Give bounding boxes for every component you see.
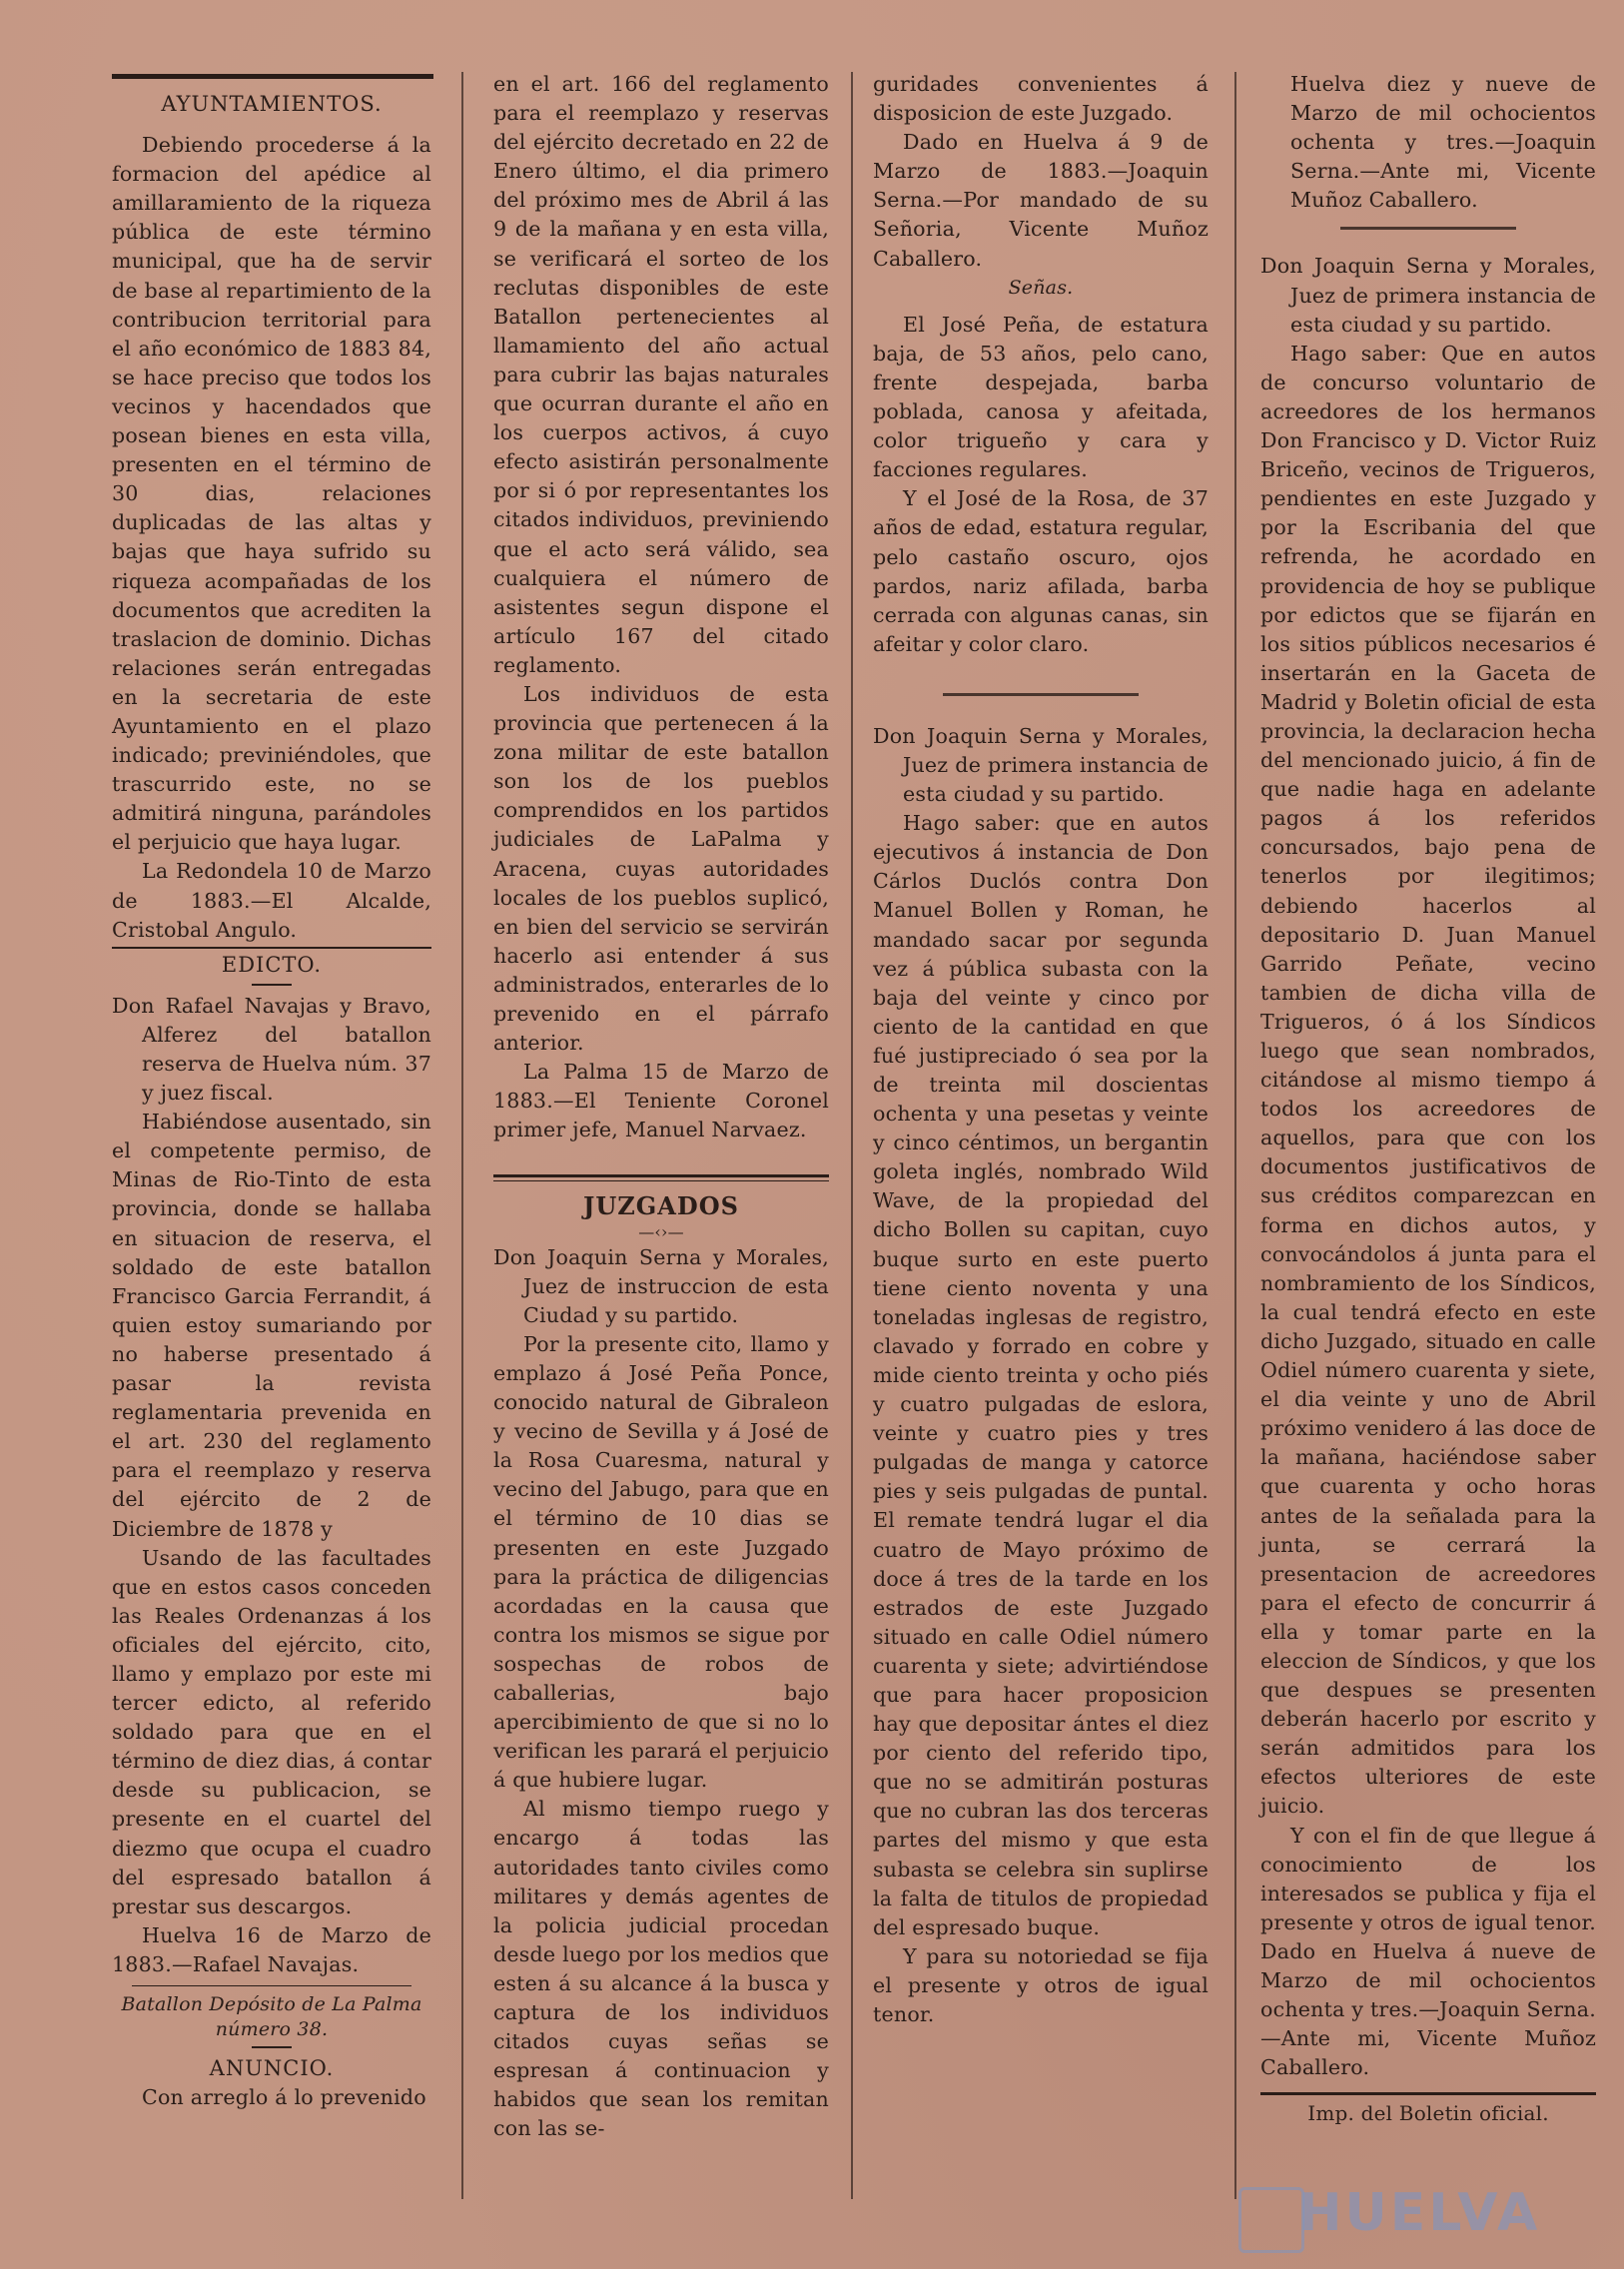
juzgado-continuation: guridades convenientes á disposicion de este Juzgado. xyxy=(873,72,1209,126)
juzgado-body-2: Al mismo tiempo ruego y encargo á todas las autoridades tanto civiles como militares y demás agentes de la policia judicial procedan desde luego por los medios que esten á su alcance á la busca y captura de los individuos citados cuyas señas se espresan á continuacion y habidos que sean los remitan con las se- xyxy=(493,1797,829,2141)
section-heading-ayuntamientos: AYUNTAMIENTOS. xyxy=(161,92,383,116)
section-heading-juzgados: JUZGADOS xyxy=(583,1191,739,1221)
section-heading-edicto: EDICTO. xyxy=(221,952,323,977)
archive-stamp: HUELVA xyxy=(1298,2183,1541,2243)
column-divider-2 xyxy=(851,72,853,2199)
archive-stamp-icon xyxy=(1238,2187,1304,2253)
column-1 xyxy=(112,90,431,2112)
anuncio-continuation: en el art. 166 del reglamento para el reemplazo y reservas del ejército decretado en 22 de Enero último, el dia primero del próximo mes de Abril á las 9 de la mañana y en esta villa, se verificará el sorteo de los reclutas disponibles de este Batallon pertenecientes al llamamiento del año actual para cubrir las bajas naturales que ocurran durante el año en los cuerpos activos, á cuyo efecto asistirán personalmente por si ó por representantes los citados individuos, previniendo que el acto será válido, sea cualquiera el número de asistentes segun dispone el artículo 167 del citado reglamento. xyxy=(493,72,829,677)
batallon-heading: Batallon Depósito de La Palma número 38. xyxy=(121,1993,422,2040)
top-rule xyxy=(112,74,433,79)
senas-body-1: El José Peña, de estatura baja, de 53 años, pelo cano, frente despejada, barba poblada, canosa y afeitada, color trigueño y cara y facciones regulares. xyxy=(873,312,1209,482)
juez-title-2: Don Joaquin Serna y Morales, Juez de primera instancia de esta ciudad y su partido. xyxy=(1260,254,1596,337)
ornament: —‹›— xyxy=(638,1221,684,1241)
printer-imprint: Imp. del Boletin oficial. xyxy=(1307,2101,1549,2126)
rule xyxy=(252,984,292,986)
juez-body-1: Hago saber: que en autos ejecutivos á instancia de Don Cárlos Duclós contra Don Manuel Bollen y Roman, he mandado sacar por segunda vez á pública subasta con la baja del veinte y cinco por ciento de la cantidad en que fué justipreciado ó sea por la de treinta mil doscientas ochenta y una pesetas y veinte y cinco céntimos, un bergantin goleta inglés, nombrado Wild Wave, de la propiedad del dicho Bollen su capitan, cuyo buque surto en este puerto tiene ciento noventa y una toneladas inglesas de registro, clavado y forrado en cobre y mide ciento treinta y ocho piés y cuatro pulgadas de eslora, veinte y cuatro pies y tres pulgadas de manga y catorce pies y seis pulgadas de puntal. El remate tendrá lugar el dia cuatro de Mayo próximo de doce á tres de la tarde en los estrados de este Juzgado situado en calle Odiel número cuarenta y siete; advirtiéndose que para hacer proposicion hay que depositar ántes el diez por ciento del referido tipo, que no se admitirán posturas que no cubran las dos terceras partes del mismo y que esta subasta se celebra sin suplirse la falta de titulos de propiedad del espresado buque. xyxy=(873,811,1209,1939)
rule xyxy=(112,947,431,949)
ayuntamientos-body: Debiendo procederse á la formacion del apédice al amillaramiento de la riqueza pública de este término municipal, que ha de servir de base al repartimiento de la contribucion territorial para el año económico de 1883 84, se hace preciso que todos los vecinos y hacendados que posean bienes en esta villa, presenten en el término de 30 dias, relaciones duplicadas de las altas y bajas que haya sufrido su riqueza acompañadas de los documentos que acrediten la traslacion de dominio. Dichas relaciones serán entregadas en la secretaria de este Ayuntamiento en el plazo indicado; previniéndoles, que trascurrido este, no se admitirá ninguna, parándoles el perjuicio que haya lugar. xyxy=(112,133,431,855)
column-divider-3 xyxy=(1234,72,1236,2199)
edicto-body-1: Habiéndose ausentado, sin el competente permiso, de Minas de Rio-Tinto de esta provincia, donde se hallaba en situacion de reserva, el soldado de este batallon Francisco Garcia Ferrandit, á quien estoy sumariando por no haberse presentado á pasar la revista reglamentaria prevenida en el art. 230 del reglamento para el reemplazo y reserva del ejército de 2 de Diciembre de 1878 y xyxy=(112,1110,431,1541)
rule xyxy=(132,1985,411,1986)
edicto-title: Don Rafael Navajas y Bravo, Alferez del batallon reserva de Huelva núm. 37 y juez fiscal. xyxy=(112,993,431,1106)
anuncio-signature: La Palma 15 de Marzo de 1883.—El Teniente Coronel primer jefe, Manuel Narvaez. xyxy=(493,1060,829,1142)
juez-body-4: Y con el fin de que llegue á conocimiento de los interesados se publica y fija el presente y otros de igual tenor. Dado en Huelva á nueve de Marzo de mil ochocientos ochenta y tres.—Joaquin Serna.—Ante mi, Vicente Muñoz Caballero. xyxy=(1260,1823,1596,2080)
edicto-signature: Huelva 16 de Marzo de 1883.—Rafael Navajas. xyxy=(112,1922,431,1976)
juez-body-3: Hago saber: Que en autos de concurso voluntario de acreedores de los hermanos Don Francisco y D. Victor Ruiz Briceño, vecinos de Trigueros, pendientes en este Juzgado y por la Escribania del que refrenda, he acordado en providencia de hoy se publique por edictos que se fijarán en los sitios públicos necesarios é insertarán en la Gaceta de Madrid y Boletin oficial de esta provincia, la declaracion hecha del mencionado juicio, á fin de que nadie haga en adelante pagos á los referidos concursados, bajo pena de tenerlos por ilegitimos; debiendo hacerlos al depositario D. Juan Manuel Garrido Peñate, vecino tambien de dicha villa de Trigueros, ó á los Síndicos luego que sean nombrados, citándose al mismo tiempo á todos los acreedores de aquellos, para que con los documentos justificativos de sus créditos comparezcan en forma en dichos autos, y convocándolos á junta para el nombramiento de los Síndicos, la cual tendrá efecto en este dicho Juzgado, situado en calle Odiel número cuarenta y siete, el dia veinte y uno de Abril próximo venidero á las doce de la mañana, haciéndose saber que cuarenta y ocho horas antes de la señalada para la junta, se cerrará la presentacion de acreedores para el efecto de concurrir á ella y tomar parte en la eleccion de Síndicos, y que los que despues se presenten deberán hacerlo por escrito y serán admitidos para los efectos ulteriores de este juicio. xyxy=(1260,341,1596,1819)
senas-body-2: Y el José de la Rosa, de 37 años de edad, estatura regular, pelo castaño oscuro, ojos pardos, nariz afilada, barba cerrada con algunas canas, sin afeitar y color claro. xyxy=(873,486,1209,656)
notice-continuation: Huelva diez y nueve de Marzo de mil ochocientos ochenta y tres.—Joaquin Serna.—Ante mi, Vicente Muñoz Caballero. xyxy=(1290,72,1596,213)
column-3 xyxy=(873,70,1209,2029)
anuncio-body: Con arreglo á lo prevenido xyxy=(142,2085,426,2110)
rule xyxy=(1260,2092,1596,2095)
rule xyxy=(252,2046,292,2048)
anuncio-body-2: Los individuos de esta provincia que pertenecen á la zona militar de este batallon son los de los pueblos comprendidos en los partidos judiciales de LaPalma y Aracena, cuyas autoridades locales de los pueblos suplicó, en bien del servicio se servirán hacerlo asi entender á sus administrados, enterarles de lo prevenido en el párrafo anterior. xyxy=(493,681,829,1056)
section-rule xyxy=(493,1174,829,1181)
senas-heading: Señas. xyxy=(1008,276,1074,299)
column-2 xyxy=(493,70,829,2143)
section-heading-anuncio: ANUNCIO. xyxy=(209,2056,335,2080)
column-divider-1 xyxy=(461,72,463,2199)
juez-title: Don Joaquin Serna y Morales, Juez de primera instancia de esta ciudad y su partido. xyxy=(873,723,1209,807)
rule xyxy=(1340,227,1516,230)
juzgado-signature: Dado en Huelva á 9 de Marzo de 1883.—Joaquin Serna.—Por mandado de su Señoria, Vicente Muñoz Caballero. xyxy=(873,130,1209,271)
rule xyxy=(943,693,1139,696)
juez-body-2: Y para su notoriedad se fija el presente y otros de igual tenor. xyxy=(873,1943,1209,2026)
juzgado-body-1: Por la presente cito, llamo y emplazo á José Peña Ponce, conocido natural de Gibraleon y vecino de Sevilla y á José de la Rosa Cuaresma, natural y vecino del Jabugo, para que en el término de 10 dias se presenten en este Juzgado para la práctica de diligencias acordadas en la causa que contra los mismos se sigue por sospechas de robos de caballerias, bajo apercibimiento de que si no lo verifican les parará el perjuicio á que hubiere lugar. xyxy=(493,1331,829,1793)
ayuntamientos-signature: La Redondela 10 de Marzo de 1883.—El Alcalde, Cristobal Angulo. xyxy=(112,859,431,942)
edicto-body-2: Usando de las facultades que en estos casos conceden las Reales Ordenanzas á los oficiales del ejército, cito, llamo y emplazo por este mi tercer edicto, al referido soldado para que en el término de diez dias, á contar desde su publicacion, se presente en el cuartel del diezmo que ocupa el cuadro del espresado batallon á prestar sus descargos. xyxy=(112,1545,431,1918)
juzgado-title: Don Joaquin Serna y Morales, Juez de instruccion de esta Ciudad y su partido. xyxy=(493,1244,829,1327)
column-4 xyxy=(1260,70,1596,2128)
